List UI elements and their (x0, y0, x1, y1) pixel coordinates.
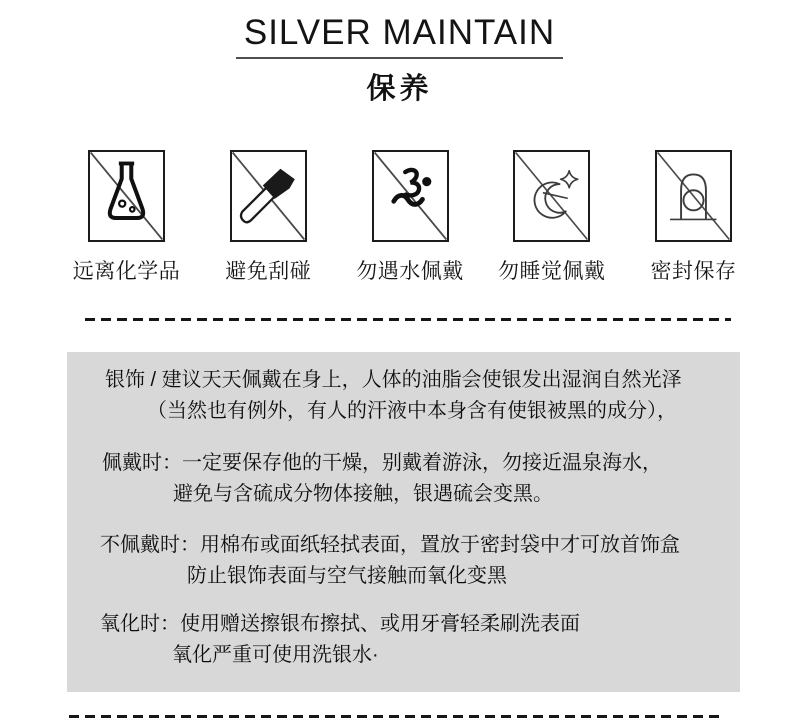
note-line: 不佩戴时：用棉布或面纸轻拭表面，置放于密封袋中才可放首饰盒 (100, 534, 680, 556)
note-line: 氧化严重可使用洗银水· (172, 644, 379, 666)
icon-label-water: 勿遇水佩戴 (356, 260, 464, 283)
note-line: 银饰 / 建议天天佩戴在身上，人体的油脂会使银发出湿润自然光泽 (105, 369, 682, 391)
bottom-dashed-divider (69, 715, 719, 718)
top-dashed-divider (85, 318, 731, 321)
care-item-scratch (225, 150, 312, 285)
swimmer-icon (372, 150, 449, 242)
page-title: SILVER MAINTAIN (236, 13, 563, 59)
care-item-sleep (498, 150, 606, 285)
hammer-icon (230, 150, 307, 242)
flask-icon (88, 150, 165, 242)
care-item-seal (650, 150, 737, 285)
note-line: 避免与含硫成分物体接触，银遇硫会变黑。 (173, 483, 553, 505)
icon-label-chemicals: 远离化学品 (72, 260, 181, 283)
care-icon-row (72, 150, 737, 285)
sealed-bag-icon (655, 150, 732, 242)
icon-label-seal: 密封保存 (650, 260, 737, 283)
header (0, 13, 799, 107)
care-notes-panel (67, 352, 740, 692)
note-paragraph-not-wearing (67, 530, 740, 592)
page-subtitle: 保养 (366, 73, 433, 105)
note-paragraph-oxidized (67, 609, 740, 671)
note-line: 佩戴时：一定要保存他的干燥，别戴着游泳，勿接近温泉海水， (102, 452, 662, 474)
moon-icon (513, 150, 590, 242)
note-line: 氧化时：使用赠送擦银布擦拭、或用牙膏轻柔刷洗表面 (100, 613, 580, 635)
care-item-water (356, 150, 464, 285)
note-paragraph-general (67, 365, 740, 427)
icon-label-scratch: 避免刮碰 (225, 260, 312, 283)
note-line: （当然也有例外，有人的汗液中本身含有使银被黑的成分）， (147, 400, 677, 422)
note-paragraph-wearing (67, 448, 740, 510)
note-line: 防止银饰表面与空气接触而氧化变黑 (187, 565, 507, 587)
care-item-chemicals (72, 150, 181, 285)
icon-label-sleep: 勿睡觉佩戴 (498, 260, 606, 283)
